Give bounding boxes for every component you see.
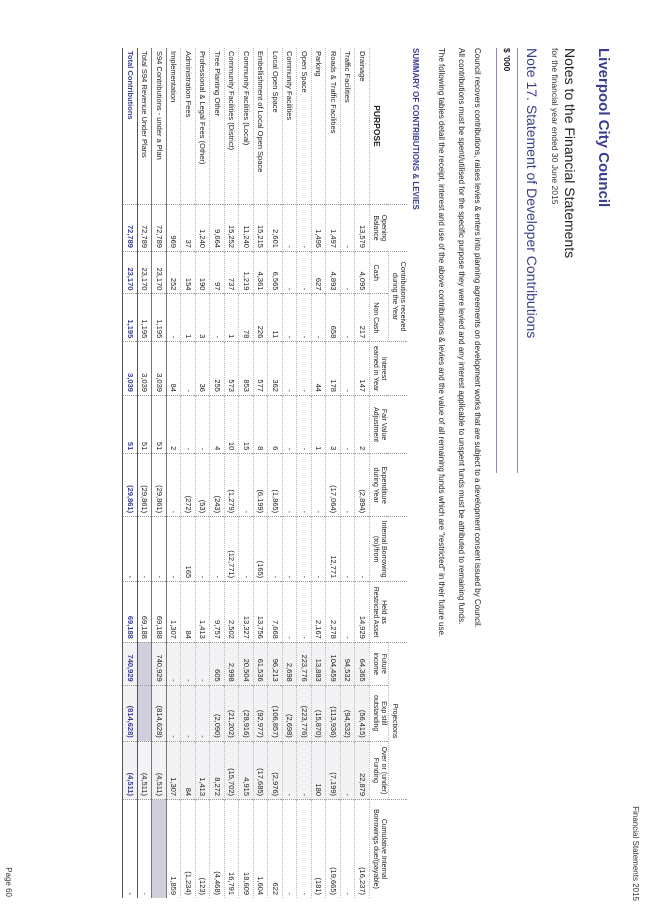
- cell-held: 2,167: [311, 582, 326, 643]
- table-row: [253, 48, 268, 898]
- report-header: Financial Statements 2015: [631, 806, 640, 901]
- cell-cash: 23,170: [123, 251, 138, 293]
- cell-interest: 3,039: [137, 342, 152, 396]
- col-cumulative: Cumulative Internal Borrowings due/(payable): [369, 800, 407, 898]
- cell-over: (15,702): [224, 741, 239, 799]
- table-row: [297, 48, 312, 898]
- cell-exp: (29,861): [123, 454, 138, 517]
- cell-over: (2,976): [268, 741, 283, 799]
- cell-exp: (29,861): [152, 454, 167, 517]
- cell-cash: 4,361: [253, 251, 268, 293]
- table-row: [340, 48, 355, 898]
- cell-exp: -: [297, 454, 312, 517]
- cell-opening: 11,240: [239, 205, 254, 252]
- cell-future: 740,929: [123, 642, 138, 685]
- cell-fair: 8: [253, 395, 268, 453]
- cell-held: 13,756: [253, 582, 268, 643]
- cell-fair: 2: [355, 395, 370, 453]
- cell-borrow: 12,771: [326, 517, 341, 582]
- cell-future: 94,532: [340, 642, 355, 685]
- cell-noncash: 217: [355, 294, 370, 342]
- cell-outstanding: (814,628): [152, 685, 167, 741]
- cell-fair: 51: [137, 395, 152, 453]
- cell-purpose: Tree Planting Other: [210, 48, 225, 205]
- cell-cum: 16,791: [224, 800, 239, 898]
- table-row: [166, 48, 181, 898]
- cell-exp: -: [340, 454, 355, 517]
- cell-opening: 72,789: [137, 205, 152, 252]
- cell-future: 104,459: [326, 642, 341, 685]
- table-row: [268, 48, 283, 898]
- cell-interest: 36: [195, 342, 210, 396]
- cell-cash: 190: [195, 251, 210, 293]
- cell-borrow: -: [311, 517, 326, 582]
- cell-borrow: -: [355, 517, 370, 582]
- cell-outstanding: (92,977): [253, 685, 268, 741]
- cell-outstanding: (28,916): [239, 685, 254, 741]
- cell-cum: -: [123, 800, 138, 898]
- cell-interest: 255: [210, 342, 225, 396]
- cell-purpose: Administration Fees: [181, 48, 196, 205]
- cell-opening: 9,664: [210, 205, 225, 252]
- cell-cum: -: [137, 800, 152, 898]
- cell-interest: 84: [166, 342, 181, 396]
- cell-purpose: Community Facilities: [282, 48, 297, 205]
- page-number: Page 60: [4, 867, 13, 897]
- cell-noncash: 1: [224, 294, 239, 342]
- cell-fair: -: [340, 395, 355, 453]
- paragraph-1: Council recovers contributions, raises levies & enters into planning agreements on development works that are subject to a development consent issued by Council.: [473, 48, 482, 628]
- table-row: [195, 48, 210, 898]
- cell-noncash: 1,195: [152, 294, 167, 342]
- cell-cash: 252: [166, 251, 181, 293]
- cell-over: (4,511): [152, 741, 167, 799]
- cell-cum: -: [282, 800, 297, 898]
- cell-outstanding: (223,776): [297, 685, 312, 741]
- cell-exp: (1,865): [268, 454, 283, 517]
- cell-cash: 97: [210, 251, 225, 293]
- cell-exp: (6,199): [253, 454, 268, 517]
- cell-opening: 1,495: [311, 205, 326, 252]
- cell-future: [137, 642, 152, 685]
- col-over-under: Over or (under) Funding: [369, 741, 388, 799]
- cell-fair: 51: [123, 395, 138, 453]
- cell-outstanding: -: [181, 685, 196, 741]
- cell-over: 4,915: [239, 741, 254, 799]
- cell-noncash: 1,195: [137, 294, 152, 342]
- cell-borrow: -: [239, 517, 254, 582]
- cell-held: 2,278: [326, 582, 341, 643]
- cell-borrow: -: [152, 517, 167, 582]
- cell-over: (4,511): [137, 741, 152, 799]
- cell-interest: -: [340, 342, 355, 396]
- cell-outstanding: -: [166, 685, 181, 741]
- cell-cum: (181): [311, 800, 326, 898]
- cell-exp: (1,279): [224, 454, 239, 517]
- paragraph-3: The following tables detail the receipt, interest and use of the above contributions & levies and the value of all remaining funds which are "restricted" in their future use.: [437, 48, 446, 638]
- cell-held: -: [282, 582, 297, 643]
- col-exp-outstanding: Exp still outstanding: [369, 685, 388, 741]
- cell-fair: 15: [239, 395, 254, 453]
- table-row: [224, 48, 239, 898]
- col-interest: Interest earned in Year: [369, 342, 407, 396]
- cell-cash: -: [282, 251, 297, 293]
- cell-purpose: Drainage: [355, 48, 370, 205]
- cell-interest: 362: [268, 342, 283, 396]
- cell-opening: 15,252: [224, 205, 239, 252]
- cell-fair: -: [181, 395, 196, 453]
- cell-outstanding: (2,698): [282, 685, 297, 741]
- cell-exp: -: [166, 454, 181, 517]
- table-row: [210, 48, 225, 898]
- cell-over: (4,511): [123, 741, 138, 799]
- cell-purpose: Total Contributions: [123, 48, 138, 205]
- cell-future: 2,698: [282, 642, 297, 685]
- cell-cash: -: [297, 251, 312, 293]
- cell-noncash: 1,195: [123, 294, 138, 342]
- cell-purpose: Implementation: [166, 48, 181, 205]
- cell-exp: (243): [210, 454, 225, 517]
- cell-interest: 44: [311, 342, 326, 396]
- cell-outstanding: (56,415): [355, 685, 370, 741]
- cell-outstanding: (814,628): [123, 685, 138, 741]
- cell-held: 69,188: [152, 582, 167, 643]
- cell-over: 8,272: [210, 741, 225, 799]
- cell-noncash: 658: [326, 294, 341, 342]
- cell-noncash: 78: [239, 294, 254, 342]
- cell-fair: 6: [268, 395, 283, 453]
- cell-borrow: -: [123, 517, 138, 582]
- cell-borrow: -: [195, 517, 210, 582]
- note-title: Note 17. Statement of Developer Contributions: [524, 48, 540, 339]
- cell-over: -: [340, 741, 355, 799]
- cell-opening: -: [340, 205, 355, 252]
- cell-outstanding: [137, 685, 152, 741]
- col-future-income: Future income: [369, 642, 388, 685]
- cell-cum: -: [340, 800, 355, 898]
- cell-exp: -: [239, 454, 254, 517]
- cell-cum: (123): [195, 800, 210, 898]
- cell-cash: 737: [224, 251, 239, 293]
- cell-noncash: -: [311, 294, 326, 342]
- cell-future: 13,883: [311, 642, 326, 685]
- cell-exp: (17,064): [326, 454, 341, 517]
- total-row: [123, 48, 138, 898]
- cell-purpose: Local Open Space: [268, 48, 283, 205]
- cell-purpose: Traffic Facilities: [340, 48, 355, 205]
- cell-borrow: -: [268, 517, 283, 582]
- cell-over: (17,685): [253, 741, 268, 799]
- cell-outstanding: (94,532): [340, 685, 355, 741]
- cell-future: 96,213: [268, 642, 283, 685]
- cell-borrow: -: [166, 517, 181, 582]
- cell-fair: 3: [326, 395, 341, 453]
- table-row: [282, 48, 297, 898]
- paragraph-2: All contributions must be spent/utilised for the specific purpose they were levied and any interest applicable to unspent funds must be attributed to remaining funds.: [457, 48, 466, 625]
- cell-held: 84: [181, 582, 196, 643]
- cell-exp: -: [282, 454, 297, 517]
- col-cash: Cash: [369, 251, 388, 293]
- cell-held: -: [297, 582, 312, 643]
- cell-fair: 1: [311, 395, 326, 453]
- cell-future: -: [166, 642, 181, 685]
- cell-cash: 154: [181, 251, 196, 293]
- cell-cum: (19,665): [326, 800, 341, 898]
- cell-held: 69,188: [123, 582, 138, 643]
- table-header-row-1: [388, 48, 407, 898]
- cell-noncash: 3: [195, 294, 210, 342]
- cell-noncash: -: [166, 294, 181, 342]
- cell-noncash: 11: [268, 294, 283, 342]
- cell-opening: 72,789: [152, 205, 167, 252]
- cell-fair: 2: [166, 395, 181, 453]
- cell-over: -: [282, 741, 297, 799]
- cell-interest: 3,039: [123, 342, 138, 396]
- cell-opening: 72,789: [123, 205, 138, 252]
- council-name: Liverpool City Council: [595, 48, 612, 208]
- cell-held: 2,502: [224, 582, 239, 643]
- cell-noncash: -: [210, 294, 225, 342]
- cell-interest: 147: [355, 342, 370, 396]
- cell-borrow: (165): [253, 517, 268, 582]
- cell-over: 1,307: [166, 741, 181, 799]
- col-noncash: Non Cash: [369, 294, 388, 342]
- cell-fair: -: [282, 395, 297, 453]
- cell-opening: 969: [166, 205, 181, 252]
- cell-exp: -: [311, 454, 326, 517]
- cell-borrow: -: [297, 517, 312, 582]
- table-row: [355, 48, 370, 898]
- table-row: [239, 48, 254, 898]
- contributions-table: [122, 48, 407, 898]
- cell-opening: -: [282, 205, 297, 252]
- cell-noncash: -: [282, 294, 297, 342]
- cell-cash: 6,565: [268, 251, 283, 293]
- cell-opening: 37: [181, 205, 196, 252]
- cell-held: 7,668: [268, 582, 283, 643]
- cell-cum: 1,859: [166, 800, 181, 898]
- cell-cum: -: [297, 800, 312, 898]
- cell-fair: -: [195, 395, 210, 453]
- cell-cash: 627: [311, 251, 326, 293]
- col-purpose: PURPOSE: [369, 48, 407, 205]
- cell-fair: 4: [210, 395, 225, 453]
- cell-cash: 1,219: [239, 251, 254, 293]
- cell-purpose: Professional & Legal Fees (Other): [195, 48, 210, 205]
- cell-cum: 18,609: [239, 800, 254, 898]
- table-row: [181, 48, 196, 898]
- col-held: Held as Restricted Asset: [369, 582, 407, 643]
- cell-interest: 577: [253, 342, 268, 396]
- cell-fair: 51: [152, 395, 167, 453]
- col-borrowing: Internal Borrowing (to)/from: [369, 517, 407, 582]
- notes-title: Notes to the Financial Statements: [562, 48, 578, 259]
- cell-purpose: Open Space: [297, 48, 312, 205]
- cell-interest: -: [297, 342, 312, 396]
- cell-exp: (53): [195, 454, 210, 517]
- cell-purpose: Embellishment of Local Open Space: [253, 48, 268, 205]
- cell-exp: (272): [181, 454, 196, 517]
- cell-opening: 13,579: [355, 205, 370, 252]
- cell-outstanding: (113,936): [326, 685, 341, 741]
- cell-borrow: -: [137, 517, 152, 582]
- cell-opening: 2,601: [268, 205, 283, 252]
- cell-outstanding: -: [195, 685, 210, 741]
- cell-held: -: [340, 582, 355, 643]
- cell-over: 84: [181, 741, 196, 799]
- cell-purpose: Roads & Traffic Facilities: [326, 48, 341, 205]
- cell-interest: -: [181, 342, 196, 396]
- cell-future: -: [195, 642, 210, 685]
- cell-noncash: 1: [181, 294, 196, 342]
- cell-over: 180: [311, 741, 326, 799]
- cell-held: 1,413: [195, 582, 210, 643]
- cell-cash: 4,095: [355, 251, 370, 293]
- cell-cash: 23,170: [152, 251, 167, 293]
- cell-borrow: (12,771): [224, 517, 239, 582]
- table-row: [311, 48, 326, 898]
- cell-purpose: Parking: [311, 48, 326, 205]
- cell-borrow: -: [282, 517, 297, 582]
- cell-opening: 15,215: [253, 205, 268, 252]
- cell-noncash: 226: [253, 294, 268, 342]
- cell-borrow: -: [210, 517, 225, 582]
- table-row: [326, 48, 341, 898]
- cell-future: -: [181, 642, 196, 685]
- units-label: $ '000: [502, 48, 512, 72]
- cell-over: (7,199): [326, 741, 341, 799]
- cell-outstanding: (2,090): [210, 685, 225, 741]
- cell-held: 1,307: [166, 582, 181, 643]
- cell-future: 64,365: [355, 642, 370, 685]
- cell-interest: 573: [224, 342, 239, 396]
- cell-cash: 23,170: [137, 251, 152, 293]
- cell-future: 223,776: [297, 642, 312, 685]
- cell-interest: 853: [239, 342, 254, 396]
- cell-cash: -: [340, 251, 355, 293]
- cell-noncash: -: [297, 294, 312, 342]
- col-projections: Projections: [388, 642, 407, 799]
- cell-cum: (1,234): [181, 800, 196, 898]
- cell-interest: 178: [326, 342, 341, 396]
- cell-future: 61,536: [253, 642, 268, 685]
- cell-over: -: [297, 741, 312, 799]
- divider: [517, 48, 518, 473]
- cell-outstanding: (15,870): [311, 685, 326, 741]
- cell-purpose: Community Facilities (Local): [239, 48, 254, 205]
- subtotal-row: [152, 48, 167, 898]
- cell-borrow: 165: [181, 517, 196, 582]
- divider: [496, 48, 497, 473]
- cell-cum: 1,604: [253, 800, 268, 898]
- cell-future: 2,998: [224, 642, 239, 685]
- cell-outstanding: (106,857): [268, 685, 283, 741]
- cell-borrow: -: [340, 517, 355, 582]
- cell-opening: -: [297, 205, 312, 252]
- cell-cum: [152, 800, 167, 898]
- subtotal-row: [137, 48, 152, 898]
- cell-fair: 10: [224, 395, 239, 453]
- cell-over: 22,879: [355, 741, 370, 799]
- cell-outstanding: (21,202): [224, 685, 239, 741]
- cell-held: 69,188: [137, 582, 152, 643]
- summary-title: SUMMARY OF CONTRIBUTIONS & LEVIES: [411, 48, 420, 210]
- col-fair-value: Fair Value Adjustment: [369, 395, 407, 453]
- cell-cum: 622: [268, 800, 283, 898]
- col-opening: Opening Balance: [369, 205, 407, 252]
- cell-future: 605: [210, 642, 225, 685]
- cell-opening: 1,240: [195, 205, 210, 252]
- cell-held: 13,327: [239, 582, 254, 643]
- cell-held: 14,929: [355, 582, 370, 643]
- cell-interest: -: [282, 342, 297, 396]
- cell-exp: (29,861): [137, 454, 152, 517]
- notes-subtitle: for the financial year ended 30 June 2015: [550, 48, 560, 205]
- cell-cum: (4,468): [210, 800, 225, 898]
- cell-exp: (2,894): [355, 454, 370, 517]
- cell-cash: 4,893: [326, 251, 341, 293]
- cell-held: 9,757: [210, 582, 225, 643]
- cell-purpose: Total S94 Revenue Under Plans: [137, 48, 152, 205]
- cell-opening: 1,497: [326, 205, 341, 252]
- cell-noncash: -: [340, 294, 355, 342]
- cell-over: 1,413: [195, 741, 210, 799]
- cell-fair: -: [297, 395, 312, 453]
- cell-purpose: Community Facilities (District): [224, 48, 239, 205]
- col-received-group: Contributions received during the Year: [388, 251, 407, 341]
- cell-interest: 3,039: [152, 342, 167, 396]
- cell-cum: (16,237): [355, 800, 370, 898]
- cell-future: 20,504: [239, 642, 254, 685]
- cell-future: 740,929: [152, 642, 167, 685]
- col-expenditure: Expenditure during Year: [369, 454, 407, 517]
- cell-purpose: S94 Contributions - under a Plan: [152, 48, 167, 205]
